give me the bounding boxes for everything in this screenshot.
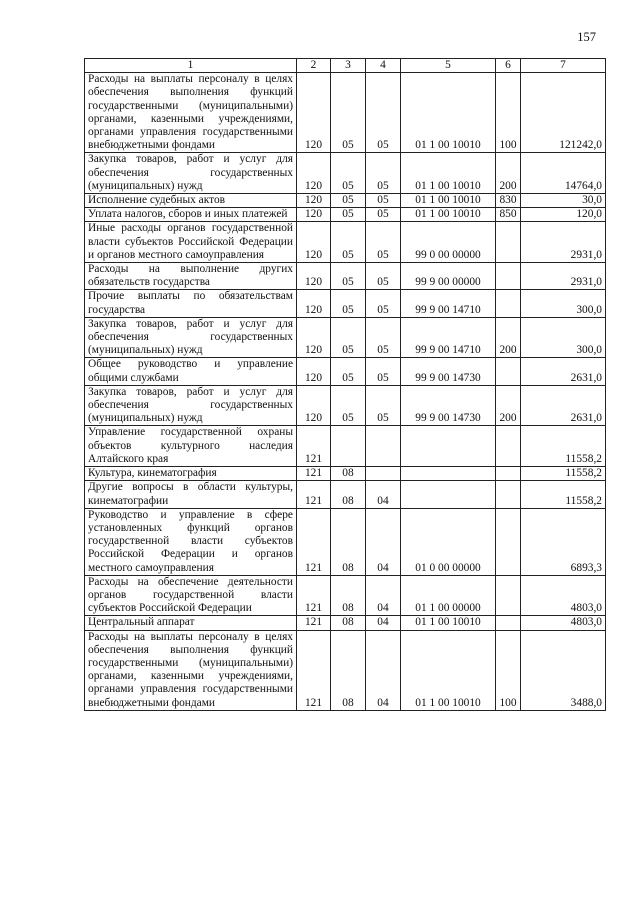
row-gr-cell: 120: [297, 358, 331, 385]
column-header-1: 1: [85, 59, 297, 73]
row-vr-cell: [496, 263, 521, 290]
row-pr-cell: 04: [366, 616, 401, 630]
row-rz-cell: 08: [331, 508, 366, 575]
table-row: [85, 630, 606, 710]
row-sum-cell: 300,0: [521, 290, 606, 317]
row-sum-cell: 4803,0: [521, 616, 606, 630]
row-gr-cell: 120: [297, 290, 331, 317]
row-gr-cell: 120: [297, 317, 331, 358]
row-vr-cell: 100: [496, 73, 521, 153]
row-csr-cell: 99 9 00 14710: [401, 317, 496, 358]
row-vr-cell: 850: [496, 208, 521, 222]
row-csr-cell: 99 0 00 00000: [401, 222, 496, 263]
row-vr-cell: [496, 358, 521, 385]
row-csr-cell: 01 1 00 10010: [401, 153, 496, 194]
row-vr-cell: 200: [496, 153, 521, 194]
row-sum-cell: 11558,2: [521, 467, 606, 481]
row-rz-cell: 05: [331, 153, 366, 194]
row-pr-cell: 04: [366, 481, 401, 508]
row-sum-cell: 121242,0: [521, 73, 606, 153]
row-name-cell: Исполнение судебных актов: [85, 194, 297, 208]
row-pr-cell: 04: [366, 630, 401, 710]
row-name-cell: Центральный аппарат: [85, 616, 297, 630]
row-gr-cell: 121: [297, 616, 331, 630]
row-gr-cell: 121: [297, 467, 331, 481]
row-rz-cell: 05: [331, 385, 366, 426]
row-sum-cell: 300,0: [521, 317, 606, 358]
row-rz-cell: 05: [331, 290, 366, 317]
row-csr-cell: 01 0 00 00000: [401, 508, 496, 575]
row-csr-cell: 01 1 00 10010: [401, 630, 496, 710]
row-csr-cell: [401, 426, 496, 467]
row-pr-cell: 05: [366, 73, 401, 153]
row-vr-cell: [496, 222, 521, 263]
column-header-4: 4: [366, 59, 401, 73]
row-gr-cell: 120: [297, 222, 331, 263]
row-name-cell: Руководство и управление в сфере установленных функций органов государственной власти субъектов Российской Федерации и органов местного самоуправления: [85, 508, 297, 575]
table-row: [85, 508, 606, 575]
row-sum-cell: 14764,0: [521, 153, 606, 194]
column-header-3: 3: [331, 59, 366, 73]
row-gr-cell: 121: [297, 481, 331, 508]
row-sum-cell: 11558,2: [521, 426, 606, 467]
row-gr-cell: 120: [297, 385, 331, 426]
table-row: [85, 467, 606, 481]
row-pr-cell: 04: [366, 508, 401, 575]
row-vr-cell: [496, 481, 521, 508]
row-name-cell: Прочие выплаты по обязательствам государства: [85, 290, 297, 317]
table-row: [85, 385, 606, 426]
row-sum-cell: 2931,0: [521, 222, 606, 263]
row-sum-cell: 11558,2: [521, 481, 606, 508]
row-name-cell: Закупка товаров, работ и услуг для обеспечения государственных (муниципальных) нужд: [85, 317, 297, 358]
row-gr-cell: 121: [297, 426, 331, 467]
row-pr-cell: 05: [366, 263, 401, 290]
table-row: [85, 263, 606, 290]
row-name-cell: Культура, кинематография: [85, 467, 297, 481]
row-pr-cell: 05: [366, 385, 401, 426]
row-vr-cell: [496, 508, 521, 575]
row-gr-cell: 120: [297, 73, 331, 153]
row-vr-cell: 200: [496, 317, 521, 358]
row-sum-cell: 2931,0: [521, 263, 606, 290]
row-csr-cell: [401, 467, 496, 481]
row-gr-cell: 120: [297, 208, 331, 222]
column-header-5: 5: [401, 59, 496, 73]
row-sum-cell: 2631,0: [521, 385, 606, 426]
table-row: [85, 194, 606, 208]
row-rz-cell: 08: [331, 481, 366, 508]
column-header-2: 2: [297, 59, 331, 73]
row-sum-cell: 30,0: [521, 194, 606, 208]
row-csr-cell: 01 1 00 10010: [401, 208, 496, 222]
table-row: [85, 317, 606, 358]
table-row: [85, 616, 606, 630]
row-vr-cell: [496, 575, 521, 616]
row-sum-cell: 6893,3: [521, 508, 606, 575]
table-row: [85, 153, 606, 194]
row-name-cell: Уплата налогов, сборов и иных платежей: [85, 208, 297, 222]
row-name-cell: Общее руководство и управление общими службами: [85, 358, 297, 385]
row-vr-cell: 200: [496, 385, 521, 426]
row-name-cell: Расходы на выплаты персоналу в целях обеспечения выполнения функций государственными (муниципальными) органами, казенными учреждениями, органами управления государственными внебюджетными фондами: [85, 630, 297, 710]
row-pr-cell: 05: [366, 358, 401, 385]
row-name-cell: Закупка товаров, работ и услуг для обеспечения государственных (муниципальных) нужд: [85, 153, 297, 194]
budget-table: [84, 58, 606, 711]
row-gr-cell: 121: [297, 630, 331, 710]
row-sum-cell: 4803,0: [521, 575, 606, 616]
row-sum-cell: 3488,0: [521, 630, 606, 710]
row-gr-cell: 120: [297, 194, 331, 208]
table-row: [85, 73, 606, 153]
table-row: [85, 575, 606, 616]
row-name-cell: Расходы на обеспечение деятельности органов государственной власти субъектов Российской Федерации: [85, 575, 297, 616]
row-pr-cell: 05: [366, 222, 401, 263]
row-pr-cell: 05: [366, 290, 401, 317]
row-rz-cell: 05: [331, 358, 366, 385]
row-csr-cell: 99 9 00 14710: [401, 290, 496, 317]
row-vr-cell: [496, 290, 521, 317]
row-gr-cell: 121: [297, 575, 331, 616]
row-pr-cell: [366, 426, 401, 467]
row-csr-cell: 01 1 00 10010: [401, 194, 496, 208]
row-csr-cell: 01 1 00 10010: [401, 616, 496, 630]
row-vr-cell: [496, 467, 521, 481]
row-rz-cell: 05: [331, 222, 366, 263]
row-csr-cell: 99 9 00 14730: [401, 358, 496, 385]
table-row: [85, 222, 606, 263]
row-rz-cell: 08: [331, 616, 366, 630]
row-csr-cell: 01 1 00 00000: [401, 575, 496, 616]
row-vr-cell: [496, 616, 521, 630]
row-csr-cell: 99 9 00 14730: [401, 385, 496, 426]
row-rz-cell: 08: [331, 630, 366, 710]
row-gr-cell: 120: [297, 263, 331, 290]
row-csr-cell: 99 9 00 00000: [401, 263, 496, 290]
row-rz-cell: 08: [331, 467, 366, 481]
row-sum-cell: 120,0: [521, 208, 606, 222]
page-number: 157: [577, 30, 596, 44]
row-pr-cell: 05: [366, 208, 401, 222]
table-row: [85, 481, 606, 508]
table-row: [85, 358, 606, 385]
row-name-cell: Закупка товаров, работ и услуг для обеспечения государственных (муниципальных) нужд: [85, 385, 297, 426]
row-name-cell: Управление государственной охраны объектов культурного наследия Алтайского края: [85, 426, 297, 467]
header-row: [85, 59, 606, 73]
column-header-7: 7: [521, 59, 606, 73]
table-row: [85, 208, 606, 222]
row-gr-cell: 120: [297, 153, 331, 194]
row-name-cell: Расходы на выплаты персоналу в целях обеспечения выполнения функций государственными (муниципальными) органами, казенными учреждениями, органами управления государственными внебюджетными фондами: [85, 73, 297, 153]
table-body: [85, 73, 606, 711]
row-csr-cell: 01 1 00 10010: [401, 73, 496, 153]
row-name-cell: Другие вопросы в области культуры, кинематографии: [85, 481, 297, 508]
row-pr-cell: [366, 467, 401, 481]
row-pr-cell: 05: [366, 194, 401, 208]
table-row: [85, 290, 606, 317]
row-sum-cell: 2631,0: [521, 358, 606, 385]
row-rz-cell: 08: [331, 575, 366, 616]
row-rz-cell: [331, 426, 366, 467]
row-rz-cell: 05: [331, 263, 366, 290]
row-csr-cell: [401, 481, 496, 508]
row-pr-cell: 04: [366, 575, 401, 616]
row-vr-cell: 100: [496, 630, 521, 710]
row-vr-cell: 830: [496, 194, 521, 208]
row-pr-cell: 05: [366, 153, 401, 194]
row-vr-cell: [496, 426, 521, 467]
column-header-6: 6: [496, 59, 521, 73]
row-rz-cell: 05: [331, 73, 366, 153]
row-name-cell: Расходы на выполнение других обязательств государства: [85, 263, 297, 290]
table-row: [85, 426, 606, 467]
row-rz-cell: 05: [331, 208, 366, 222]
row-pr-cell: 05: [366, 317, 401, 358]
row-rz-cell: 05: [331, 317, 366, 358]
row-rz-cell: 05: [331, 194, 366, 208]
row-name-cell: Иные расходы органов государственной власти субъектов Российской Федерации и органов местного самоуправления: [85, 222, 297, 263]
row-gr-cell: 121: [297, 508, 331, 575]
